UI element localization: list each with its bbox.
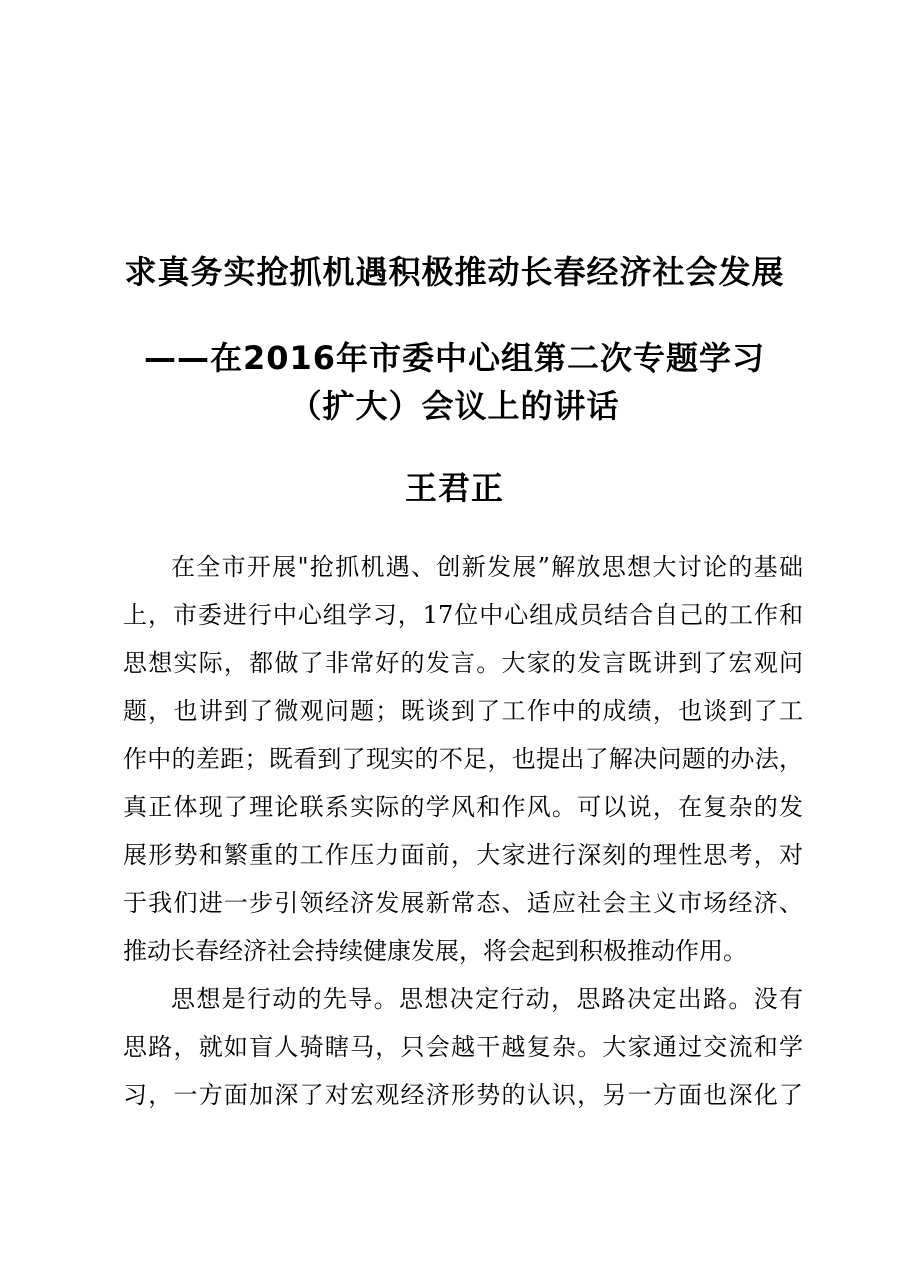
document-title: 求真务实抢抓机遇积极推动长春经济社会发展	[124, 253, 785, 291]
document-author: 王君正	[404, 469, 504, 507]
paragraph-line: 展形势和繁重的工作压力面前，大家进行深刻的理性思考，对	[123, 841, 803, 869]
document-subtitle-line-2: （扩大）会议上的讲话	[289, 387, 620, 425]
paragraph-2	[123, 975, 803, 1119]
paragraph-1	[123, 543, 803, 975]
paragraph-line: 作中的差距；既看到了现实的不足，也提出了解决问题的办法，	[123, 745, 803, 773]
paragraph-line: 于我们进一步引领经济发展新常态、适应社会主义市场经济、	[123, 889, 803, 917]
paragraph-line: 思路，就如盲人骑瞎马，只会越干越复杂。大家通过交流和学	[123, 1033, 803, 1061]
paragraph-line: 思想是行动的先导。思想决定行动，思路决定出路。没有	[171, 985, 803, 1013]
paragraph-line: 题，也讲到了微观问题；既谈到了工作中的成绩，也谈到了工	[123, 697, 803, 725]
paragraph-line: 推动长春经济社会持续健康发展，将会起到积极推动作用。	[123, 937, 747, 965]
paragraph-line: 在全市开展"抢抓机遇、创新发展”解放思想大讨论的基础	[171, 553, 803, 581]
paragraph-line: 上，市委进行中心组学习，17位中心组成员结合自己的工作和	[123, 601, 803, 629]
paragraph-line: 真正体现了理论联系实际的学风和作风。可以说，在复杂的发	[123, 793, 803, 821]
paragraph-line: 习，一方面加深了对宏观经济形势的认识，另一方面也深化了	[123, 1081, 803, 1109]
paragraph-line: 思想实际，都做了非常好的发言。大家的发言既讲到了宏观问	[123, 649, 803, 677]
document-subtitle-line-1: ——在2016年市委中心组第二次专题学习	[143, 339, 766, 377]
